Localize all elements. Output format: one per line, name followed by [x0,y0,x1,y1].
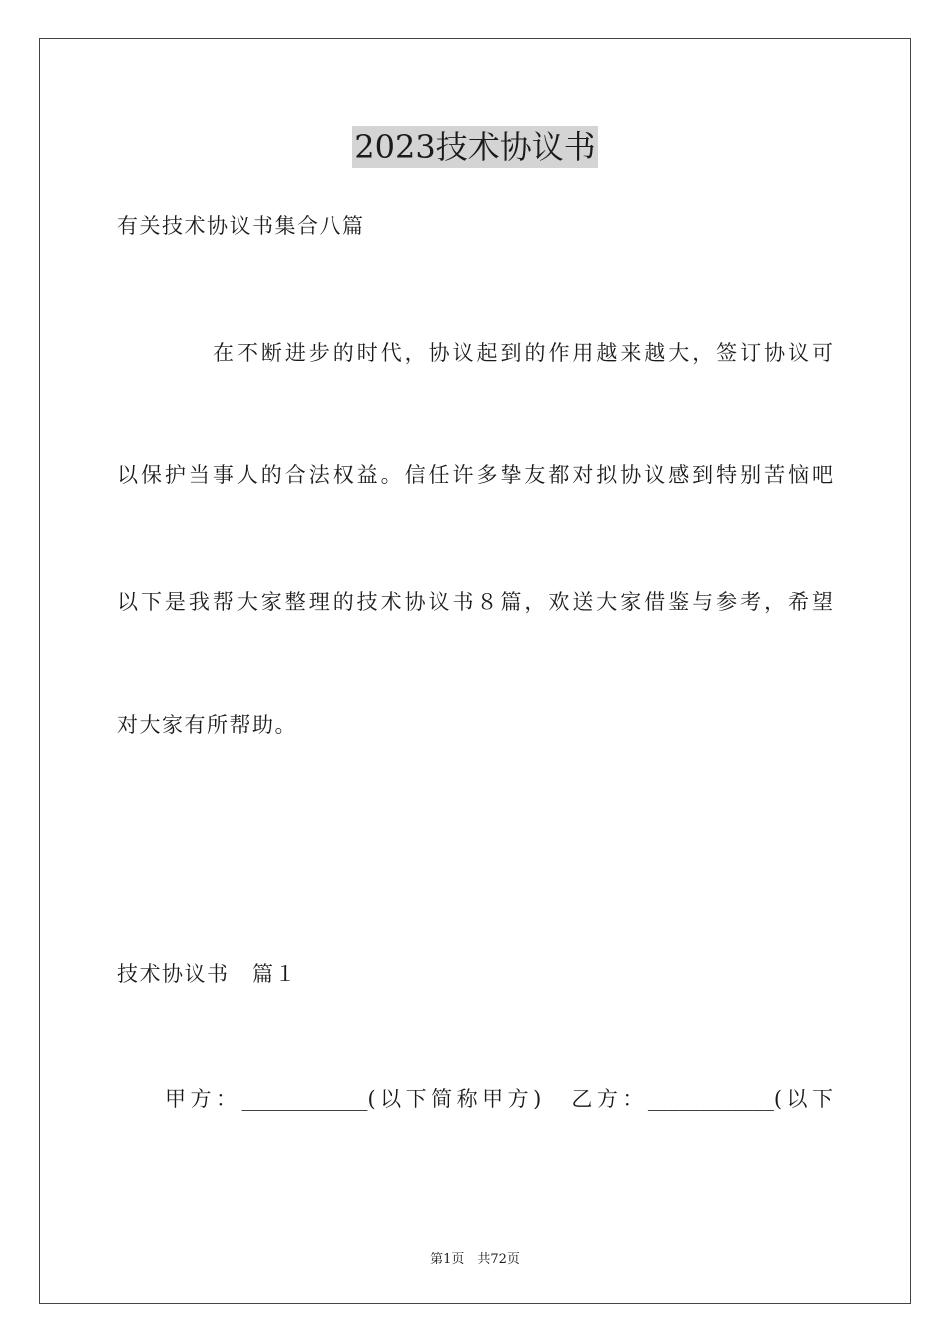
paragraph-line-2: 以保护当事人的合法权益。信任许多挚友都对拟协议感到特别苦恼吧 [117,463,833,487]
document-title: 2023技术协议书 [354,128,596,166]
document-subtitle: 有关技术协议书集合八篇 [117,214,365,238]
paragraph-line-1: 在不断进步的时代，协议起到的作用越来越大，签订协议可 [213,341,833,365]
paragraph-line-4: 对大家有所帮助。 [117,713,297,737]
party-line: 甲方：____________(以下简称甲方) 乙方：____________(以下 [165,1087,833,1111]
paragraph-line-3: 以下是我帮大家整理的技术协议书８篇，欢送大家借鉴与参考，希望 [117,590,833,614]
title-container [0,126,950,168]
section-heading: 技术协议书 篇１ [117,962,297,986]
page-footer: 第1页 共72页 [430,1252,520,1267]
